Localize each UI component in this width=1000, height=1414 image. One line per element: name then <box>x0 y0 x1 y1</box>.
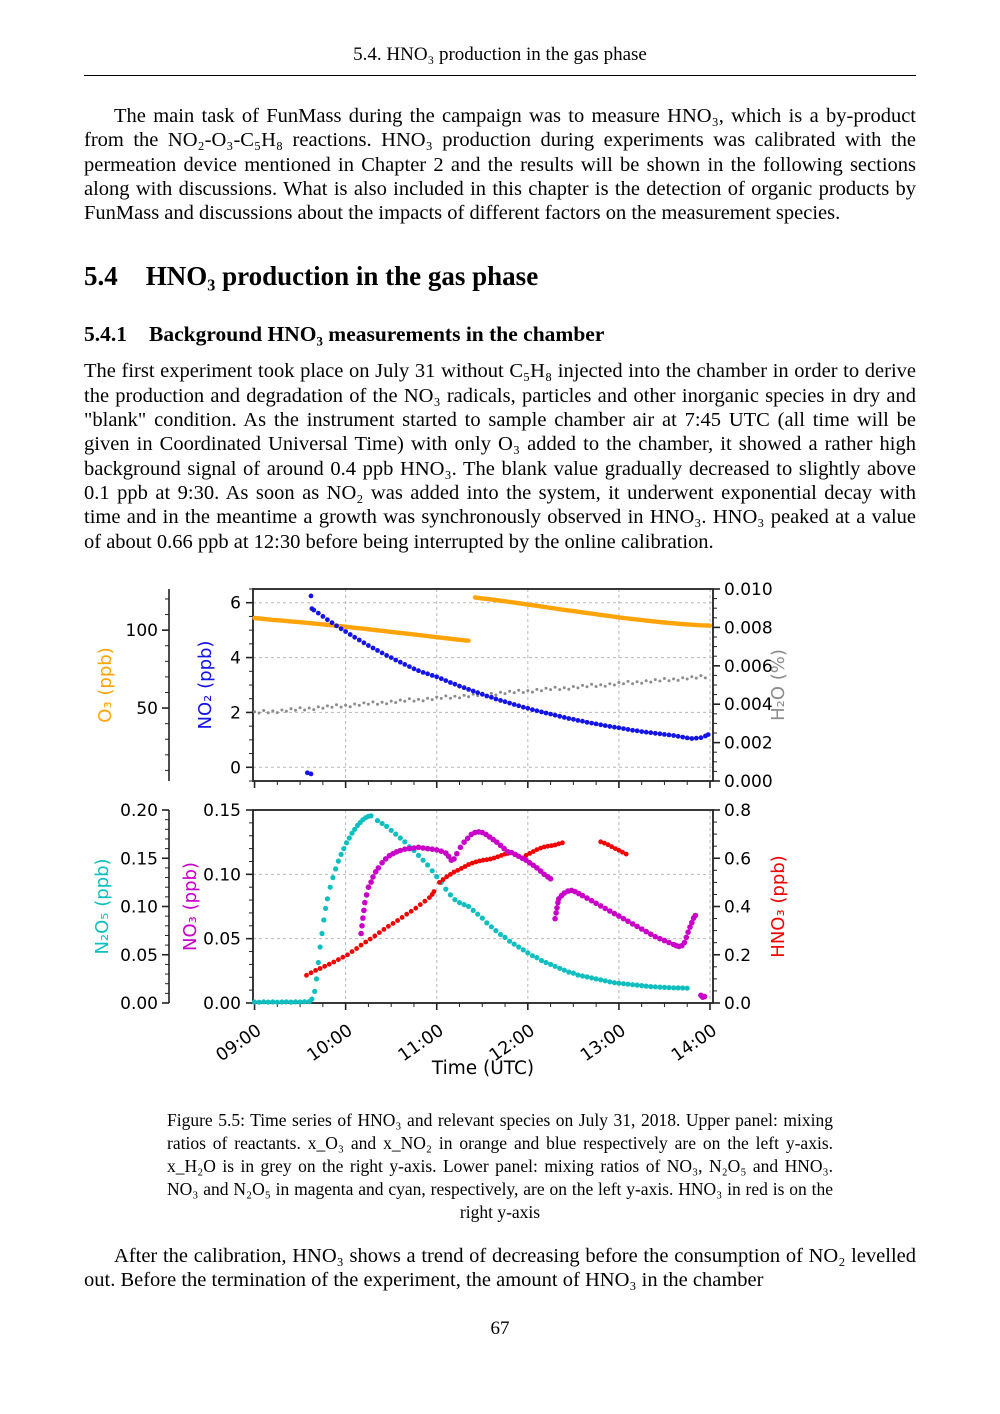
svg-text:0.010: 0.010 <box>724 579 773 600</box>
lower-outer-left-axis <box>92 801 169 1014</box>
paragraph-after: After the calibration, HNO₃ shows a trend of decreasing before the consumption of NO₂ levelled out. Before the termination of the experiment, the amount of HNO₃ in the chamber <box>84 1244 916 1292</box>
svg-text:H₂O (%): H₂O (%) <box>768 648 789 721</box>
svg-text:0.0: 0.0 <box>724 993 752 1014</box>
paragraph-intro: The main task of FunMass during the campaign was to measure HNO₃, which is a by-product from the NO₂-O₃-C₅H₈ reactions. HNO₃ production during experiments was calibrated with the permeation device mentioned in Chapter 2 and the results will be shown in the following sections along with discussions. What is also included in this chapter is the detection of organic products by FunMass and discussions about the impacts of different factors on the measurement species. <box>84 105 916 225</box>
svg-text:NO₂ (ppb): NO₂ (ppb) <box>195 640 216 730</box>
svg-text:0.15: 0.15 <box>120 849 158 870</box>
svg-text:O₃ (ppb): O₃ (ppb) <box>95 647 116 723</box>
svg-text:0.002: 0.002 <box>724 733 773 754</box>
section-title: HNO₃ production in the gas phase <box>145 261 539 292</box>
x-axis-title: Time (UTC) <box>431 1057 535 1079</box>
lower-right-axis <box>713 801 789 1014</box>
svg-text:0.008: 0.008 <box>724 618 773 639</box>
subsection-number: 5.4.1 <box>84 322 127 347</box>
svg-text:50: 50 <box>136 698 158 719</box>
running-header: 5.4. HNO₃ production in the gas phase <box>353 44 647 65</box>
series-N2O5 <box>252 813 690 1005</box>
page-number: 67 <box>490 1318 510 1340</box>
svg-text:10:00: 10:00 <box>303 1020 357 1066</box>
subsection-title: Background HNO₃ measurements in the chamber <box>149 322 605 347</box>
header-rule <box>84 75 916 76</box>
svg-text:14:00: 14:00 <box>668 1020 721 1066</box>
svg-text:12:00: 12:00 <box>485 1020 539 1066</box>
svg-text:13:00: 13:00 <box>576 1020 630 1066</box>
svg-text:0.05: 0.05 <box>203 929 241 950</box>
svg-text:0.6: 0.6 <box>724 849 752 870</box>
svg-text:0.00: 0.00 <box>120 993 158 1014</box>
svg-text:0.10: 0.10 <box>203 865 241 886</box>
lower-panel <box>92 801 789 1066</box>
lower-inner-left-axis <box>180 801 253 1014</box>
subsection-heading <box>84 322 916 347</box>
paragraph-experiment: The first experiment took place on July 31 without C₅H₈ injected into the chamber in order to derive the production and degradation of the NO₃ radicals, particles and other inorganic species in dry and "blank" condition. As the instrument started to sample chamber air at 7:45 UTC (all time will be given in Coordinated Universal Time) with only O₃ added to the chamber, it showed a rather high background signal of around 0.4 ppb HNO₃. The blank value gradually decreased to slightly above 0.1 ppb at 9:30. As soon as NO₂ was added into the system, it underwent exponential decay with time and in the meantime a growth was synchronously observed in HNO₃. HNO₃ peaked at a value of about 0.66 ppb at 12:30 before being interrupted by the online calibration. <box>84 360 916 553</box>
series-HNO3 <box>304 839 628 977</box>
svg-text:0.4: 0.4 <box>724 897 752 918</box>
upper-x-axis <box>255 781 710 788</box>
svg-text:0: 0 <box>230 758 241 779</box>
upper-inner-left-axis <box>195 589 253 781</box>
upper-right-axis <box>713 580 789 792</box>
lower-x-axis <box>213 1003 721 1066</box>
svg-text:11:00: 11:00 <box>394 1020 448 1066</box>
svg-text:0.20: 0.20 <box>120 800 158 821</box>
svg-text:N₂O₅ (ppb): N₂O₅ (ppb) <box>92 858 113 955</box>
upper-panel <box>95 580 789 792</box>
svg-text:HNO₃ (ppb): HNO₃ (ppb) <box>768 855 789 958</box>
page-header <box>84 44 916 76</box>
svg-text:0.2: 0.2 <box>724 945 752 966</box>
svg-text:0.10: 0.10 <box>120 897 158 918</box>
svg-text:0.15: 0.15 <box>203 800 241 821</box>
figure-5-5 <box>84 568 916 1224</box>
section-number: 5.4 <box>84 261 118 292</box>
svg-text:09:00: 09:00 <box>212 1020 266 1066</box>
svg-text:0.00: 0.00 <box>203 993 241 1014</box>
time-series-chart <box>84 568 916 1088</box>
series-O3 <box>255 597 711 640</box>
svg-text:2: 2 <box>230 703 241 724</box>
svg-text:0.05: 0.05 <box>120 945 158 966</box>
figure-caption: Figure 5.5: Time series of HNO₃ and relevant species on July 31, 2018. Upper panel: mixing ratios of reactants. x_O₃ and x_NO₂ in orange and blue respectively are on the left y-axis. x_H₂O is in grey on the right y-axis. Lower panel: mixing ratios of NO₃, N₂O₅ and HNO₃. NO₃ and N₂O₅ in magenta and cyan, respectively, are on the left y-axis. HNO₃ in red is on the right y-axis <box>167 1109 833 1222</box>
svg-text:0.004: 0.004 <box>724 695 773 716</box>
section-heading <box>84 261 916 292</box>
upper-outer-left-axis <box>95 589 169 781</box>
svg-text:100: 100 <box>125 621 158 642</box>
svg-text:0.8: 0.8 <box>724 800 752 821</box>
svg-text:4: 4 <box>230 648 241 669</box>
svg-text:0.000: 0.000 <box>724 771 773 792</box>
svg-text:6: 6 <box>230 593 241 614</box>
svg-text:NO₃ (ppb): NO₃ (ppb) <box>180 861 201 951</box>
svg-text:0.006: 0.006 <box>724 656 773 677</box>
series-NO3 <box>358 829 707 1000</box>
